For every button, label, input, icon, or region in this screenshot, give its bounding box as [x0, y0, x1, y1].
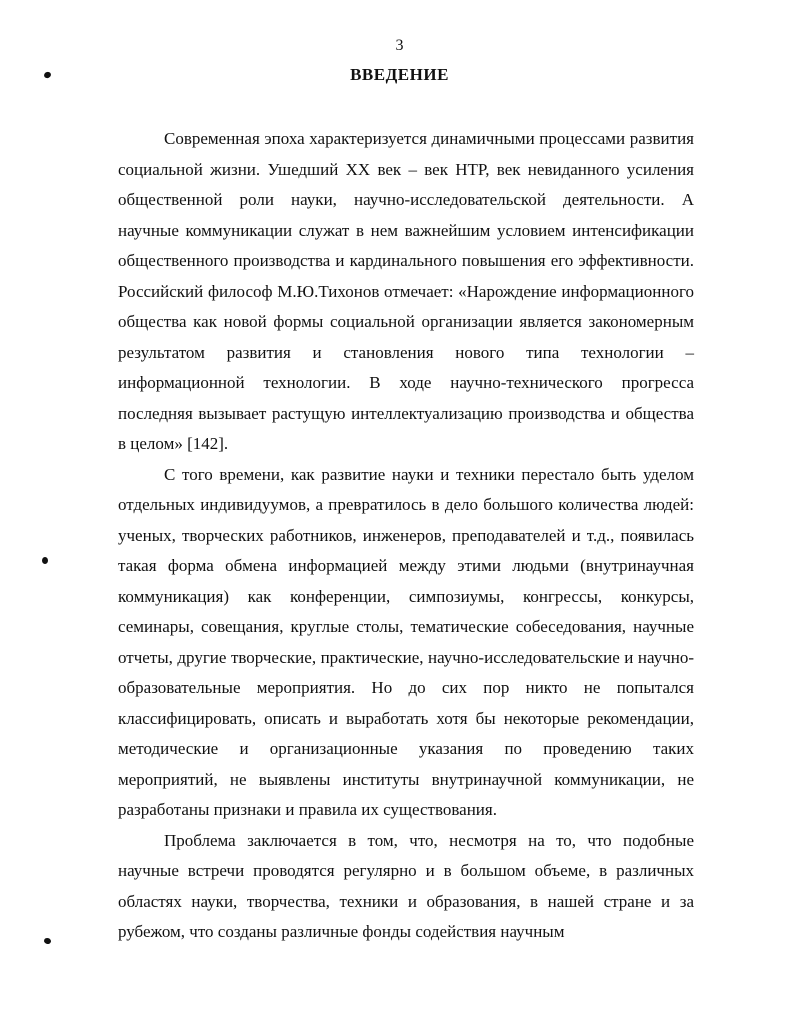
body-text [118, 124, 694, 948]
scan-mark [43, 937, 51, 945]
page-number: 3 [395, 37, 404, 54]
scan-mark [42, 557, 48, 564]
page-title: ВВЕДЕНИЕ [350, 65, 449, 84]
paragraph: Современная эпоха характеризуется динамичными процессами развития социальной жизни. Ушедший XX век – век НТР, век невиданного усиления общественной роли науки, научно-исследовательской деятельности. А научные коммуникации служат в нем важнейшим условием интенсификации общественного производства и кардинального повышения его эффективности. Российский философ М.Ю.Тихонов отмечает: «Нарождение информационного общества как новой формы социальной организации является закономерным результатом развития и становления нового типа технологии – информационной технологии. В ходе научно-технического прогресса последняя вызывает растущую интеллектуализацию производства и общества в целом» [142]. [118, 129, 694, 453]
paragraph: С того времени, как развитие науки и техники перестало быть уделом отдельных индивидуумов, а превратилось в дело большого количества людей: ученых, творческих работников, инженеров, преподавателей и т.д., появилась такая форма обмена информацией между этими людьми (внутринаучная коммуникация) как конференции, симпозиумы, конгрессы, конкурсы, семинары, совещания, круглые столы, тематические собеседования, научные отчеты, другие творческие, практические, научно-исследовательские и научно-образовательные мероприятия. Но до сих пор никто не попытался классифицировать, описать и выработать хотя бы некоторые рекомендации, методические и организационные указания по проведению таких мероприятий, не выявлены институты внутринаучной коммуникации, не разработаны признаки и правила их существования. [118, 464, 694, 819]
paragraph: Проблема заключается в том, что, несмотря на то, что подобные научные встречи проводятся регулярно и в большом объеме, в различных областях науки, творчества, техники и образования, в нашей стране и за рубежом, что созданы различные фонды содействия научным [118, 830, 694, 941]
